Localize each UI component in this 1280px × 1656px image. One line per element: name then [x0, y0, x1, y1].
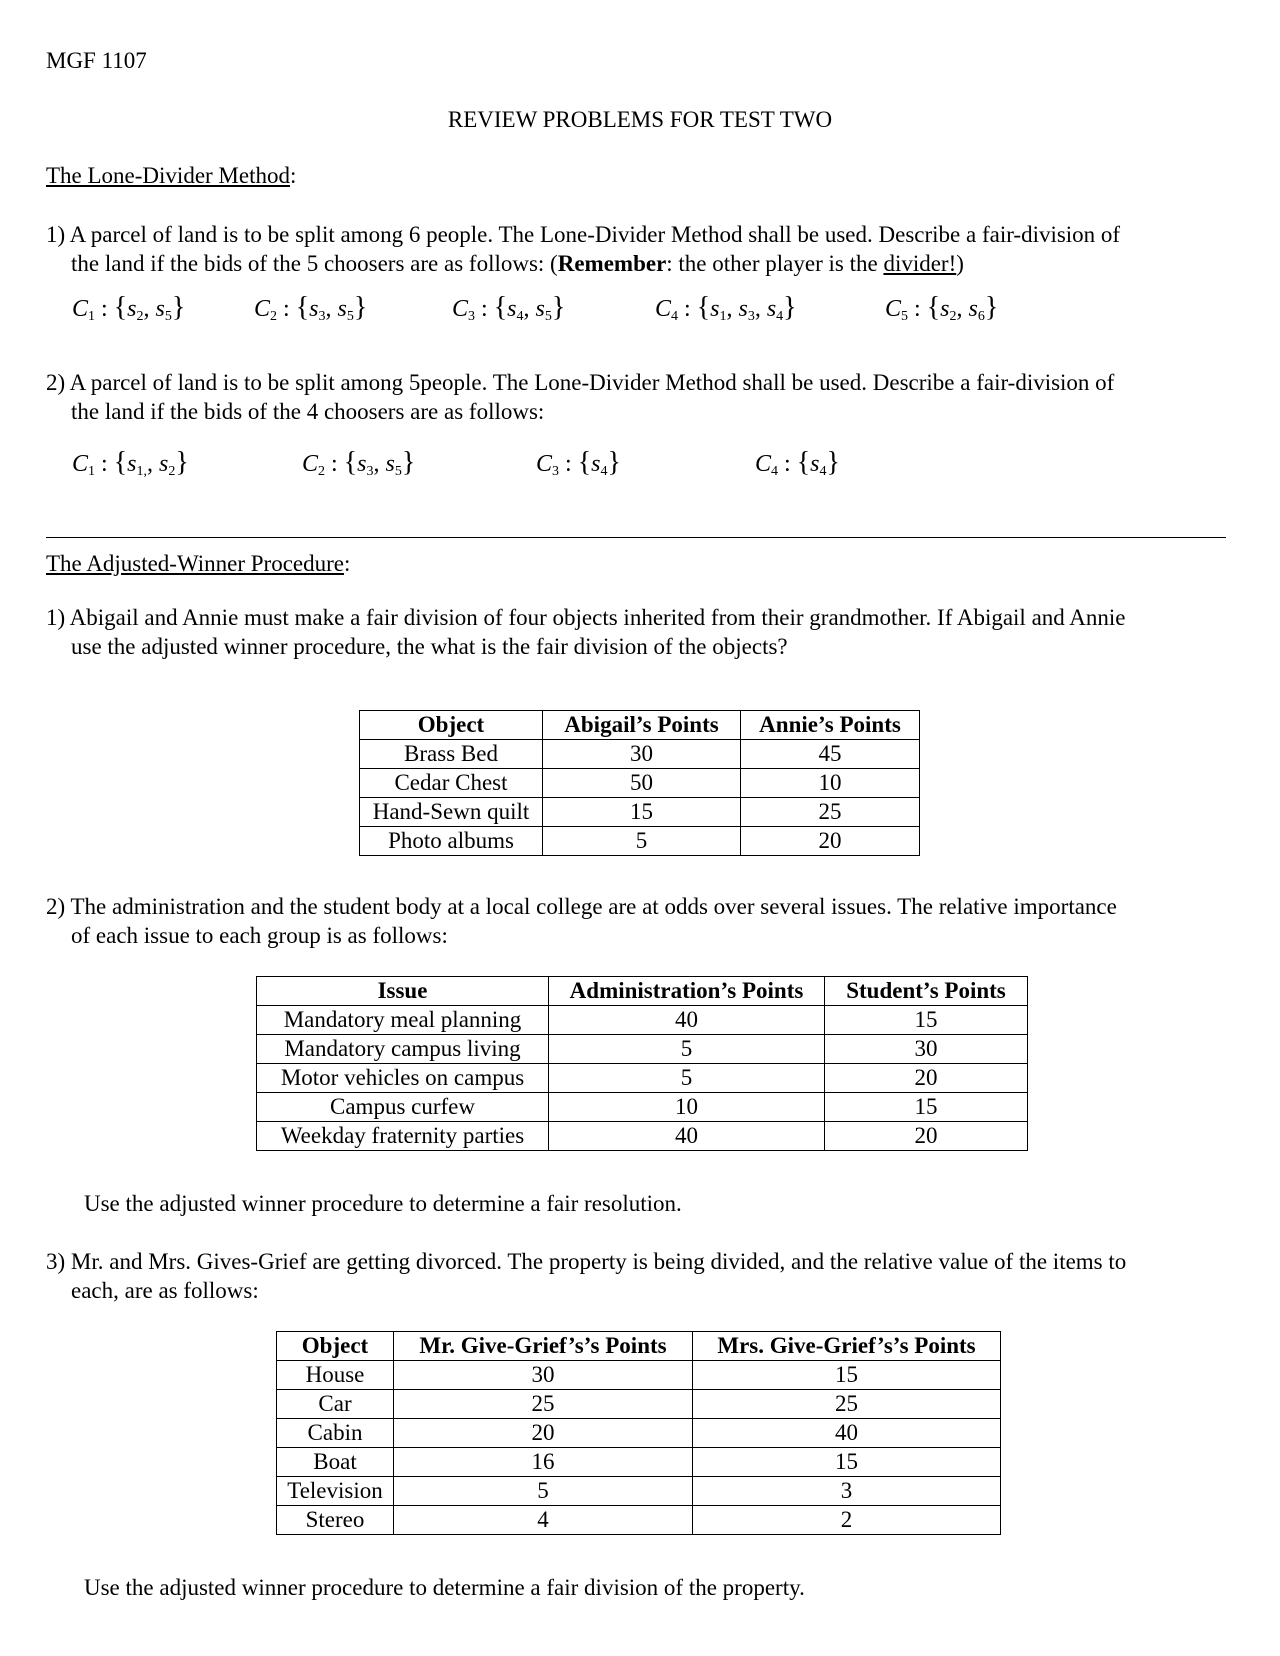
piece-index: 5: [544, 309, 552, 324]
problem-adjusted-winner-3: [46, 1248, 1236, 1306]
table-row: [277, 1477, 1001, 1506]
instruction-note-2: Use the adjusted winner procedure to determine a fair resolution.: [84, 1191, 682, 1216]
points-cell: 2: [693, 1506, 1001, 1535]
piece-index: 3: [366, 464, 374, 479]
section-heading-adjusted-winner: [46, 550, 350, 579]
item-name-cell: Campus curfew: [257, 1093, 549, 1122]
chooser-bid: $C_1$ : {$s_{1,}$, $s_2$}: [72, 447, 189, 479]
section-heading-text: The Lone-Divider Method: [46, 163, 290, 188]
chooser-index: 2: [270, 309, 278, 324]
chooser-letter: C: [302, 451, 319, 477]
points-cell: 40: [549, 1122, 825, 1151]
points-cell: 30: [394, 1361, 693, 1390]
chooser-index: 1: [88, 464, 96, 479]
table-row: [257, 1064, 1028, 1093]
points-cell: 20: [825, 1064, 1028, 1093]
problem-line: of each issue to each group is as follows:: [71, 922, 448, 948]
points-cell: 15: [825, 1006, 1028, 1035]
chooser-bid: $C_3$ : $\{s_4\}$: [536, 447, 621, 479]
section-heading-colon: :: [343, 551, 351, 576]
table-row: [360, 827, 920, 856]
chooser-bid: $C_5$ : {$s_2$, $s_6$}: [885, 292, 999, 324]
table-row: [360, 740, 920, 769]
points-cell: 30: [825, 1035, 1028, 1064]
column-header: Mr. Give-Grief’s’s Points: [394, 1332, 693, 1361]
piece-index: 2: [949, 309, 957, 324]
table-row: [277, 1390, 1001, 1419]
column-header: Annie’s Points: [741, 711, 920, 740]
problem-line: 1) Abigail and Annie must make a fair division of four objects inherited from their grandmother. If Abigail and Annie: [46, 605, 1126, 630]
column-header: Student’s Points: [825, 977, 1028, 1006]
piece-index: 1: [719, 309, 727, 324]
points-table-gives-grief: [276, 1331, 1001, 1535]
chooser-letter: C: [72, 296, 89, 322]
points-cell: 40: [549, 1006, 825, 1035]
points-table-abigail-annie: [359, 710, 920, 856]
column-header: Abigail’s Points: [543, 711, 741, 740]
points-cell: 5: [549, 1035, 825, 1064]
points-cell: 25: [394, 1390, 693, 1419]
points-cell: 20: [394, 1419, 693, 1448]
item-name-cell: Hand-Sewn quilt: [360, 798, 543, 827]
table-row: [277, 1361, 1001, 1390]
course-code: MGF 1107: [46, 48, 147, 73]
points-cell: 45: [741, 740, 920, 769]
item-name-cell: Weekday fraternity parties: [257, 1122, 549, 1151]
points-cell: 20: [825, 1122, 1028, 1151]
chooser-index: 2: [318, 464, 326, 479]
points-cell: 5: [543, 827, 741, 856]
points-cell: 15: [825, 1093, 1028, 1122]
piece-index: 3: [747, 309, 755, 324]
points-cell: 10: [741, 769, 920, 798]
problem-lone-divider-1: [46, 221, 1236, 279]
item-name-cell: Stereo: [277, 1506, 394, 1535]
chooser-letter: C: [536, 451, 553, 477]
piece-index: 5: [346, 309, 354, 324]
chooser-letter: C: [72, 451, 89, 477]
text-span: the land if the bids of the 5 choosers are as follows: (: [71, 250, 558, 276]
points-cell: 5: [549, 1064, 825, 1093]
piece-index: 1,: [136, 464, 147, 479]
problem-line: each, are as follows:: [71, 1277, 259, 1303]
problem-line: 3) Mr. and Mrs. Gives-Grief are getting divorced. The property is being divided, and the relative value of the items to: [46, 1249, 1127, 1274]
item-name-cell: Boat: [277, 1448, 394, 1477]
points-cell: 4: [394, 1506, 693, 1535]
item-name-cell: Mandatory campus living: [257, 1035, 549, 1064]
chooser-bid: $C_4$ : $\{s_4\}$: [755, 447, 840, 479]
text-span: : the other player is the: [666, 250, 884, 276]
problem-line: [46, 250, 1236, 279]
column-header: Issue: [257, 977, 549, 1006]
piece-index: 4: [819, 464, 827, 479]
problem-line: the land if the bids of the 4 choosers are as follows:: [71, 398, 545, 424]
section-heading-text: The Adjusted-Winner Procedure: [46, 551, 344, 576]
table-row: [257, 1093, 1028, 1122]
table-row: [277, 1448, 1001, 1477]
section-heading-colon: :: [289, 163, 297, 188]
table-row: [277, 1419, 1001, 1448]
piece-index: 6: [977, 309, 985, 324]
chooser-bid: $C_4$ : {$s_1$, $s_3$, $s_4$}: [655, 292, 797, 324]
piece-index: 4: [776, 309, 784, 324]
chooser-index: 5: [901, 309, 909, 324]
chooser-letter: C: [254, 296, 271, 322]
section-divider: [46, 537, 1226, 538]
chooser-letter: C: [755, 451, 772, 477]
piece-index: 5: [394, 464, 402, 479]
piece-index: 2: [136, 309, 144, 324]
item-name-cell: Brass Bed: [360, 740, 543, 769]
points-cell: 15: [693, 1448, 1001, 1477]
piece-index: 2: [168, 464, 176, 479]
instruction-note-3: Use the adjusted winner procedure to determine a fair division of the property.: [84, 1575, 805, 1600]
chooser-index: 1: [88, 309, 96, 324]
chooser-letter: C: [885, 296, 902, 322]
points-cell: 25: [693, 1390, 1001, 1419]
problem-line: 2) A parcel of land is to be split among 5people. The Lone-Divider Method shall be used. Describe a fair-division of: [46, 370, 1115, 395]
item-name-cell: Motor vehicles on campus: [257, 1064, 549, 1093]
table-header-row: [360, 711, 920, 740]
page-title: REVIEW PROBLEMS FOR TEST TWO: [447, 107, 833, 132]
item-name-cell: Photo albums: [360, 827, 543, 856]
item-name-cell: Cedar Chest: [360, 769, 543, 798]
piece-index: 5: [164, 309, 172, 324]
table-row: [257, 1035, 1028, 1064]
table-row: [360, 769, 920, 798]
chooser-bid: $C_1$ : {$s_2$, $s_5$}: [72, 292, 186, 324]
item-name-cell: Cabin: [277, 1419, 394, 1448]
section-heading-lone-divider: [46, 162, 296, 191]
item-name-cell: Mandatory meal planning: [257, 1006, 549, 1035]
table-header-row: [277, 1332, 1001, 1361]
column-header: Object: [360, 711, 543, 740]
chooser-bid: $C_3$ : {$s_4$, $s_5$}: [452, 292, 566, 324]
item-name-cell: Television: [277, 1477, 394, 1506]
points-table-administration-students: [256, 976, 1028, 1151]
problem-lone-divider-2: [46, 369, 1236, 427]
points-cell: 10: [549, 1093, 825, 1122]
points-cell: 16: [394, 1448, 693, 1477]
points-cell: 30: [543, 740, 741, 769]
divider-word: divider!: [883, 250, 957, 276]
column-header: Object: [277, 1332, 394, 1361]
chooser-index: 4: [771, 464, 779, 479]
item-name-cell: Car: [277, 1390, 394, 1419]
chooser-bid: $C_2$ : {$s_3$, $s_5$}: [254, 292, 368, 324]
piece-index: 4: [600, 464, 608, 479]
chooser-letter: C: [655, 296, 672, 322]
chooser-index: 3: [552, 464, 560, 479]
chooser-letter: C: [452, 296, 469, 322]
column-header: Mrs. Give-Grief’s’s Points: [693, 1332, 1001, 1361]
text-span: ): [956, 250, 964, 276]
problem-line: use the adjusted winner procedure, the what is the fair division of the objects?: [71, 633, 788, 659]
points-cell: 15: [693, 1361, 1001, 1390]
points-cell: 50: [543, 769, 741, 798]
points-cell: 25: [741, 798, 920, 827]
table-row: [257, 1122, 1028, 1151]
problem-adjusted-winner-1: [46, 604, 1236, 662]
problem-line: 1) A parcel of land is to be split among 6 people. The Lone-Divider Method shall be used. Describe a fair-division of: [46, 222, 1121, 247]
piece-index: 3: [318, 309, 326, 324]
problem-line: 2) The administration and the student body at a local college are at odds over several issues. The relative importance: [46, 894, 1117, 919]
problem-adjusted-winner-2: [46, 893, 1236, 951]
table-row: [360, 798, 920, 827]
chooser-bid: $C_2$ : {$s_3$, $s_5$}: [302, 447, 416, 479]
points-cell: 20: [741, 827, 920, 856]
chooser-index: 3: [468, 309, 476, 324]
piece-index: 4: [516, 309, 524, 324]
points-cell: 5: [394, 1477, 693, 1506]
points-cell: 3: [693, 1477, 1001, 1506]
points-cell: 40: [693, 1419, 1001, 1448]
chooser-index: 4: [671, 309, 679, 324]
remember-label: Remember: [557, 250, 667, 276]
table-row: [277, 1506, 1001, 1535]
column-header: Administration’s Points: [549, 977, 825, 1006]
points-cell: 15: [543, 798, 741, 827]
table-row: [257, 1006, 1028, 1035]
item-name-cell: House: [277, 1361, 394, 1390]
table-header-row: [257, 977, 1028, 1006]
